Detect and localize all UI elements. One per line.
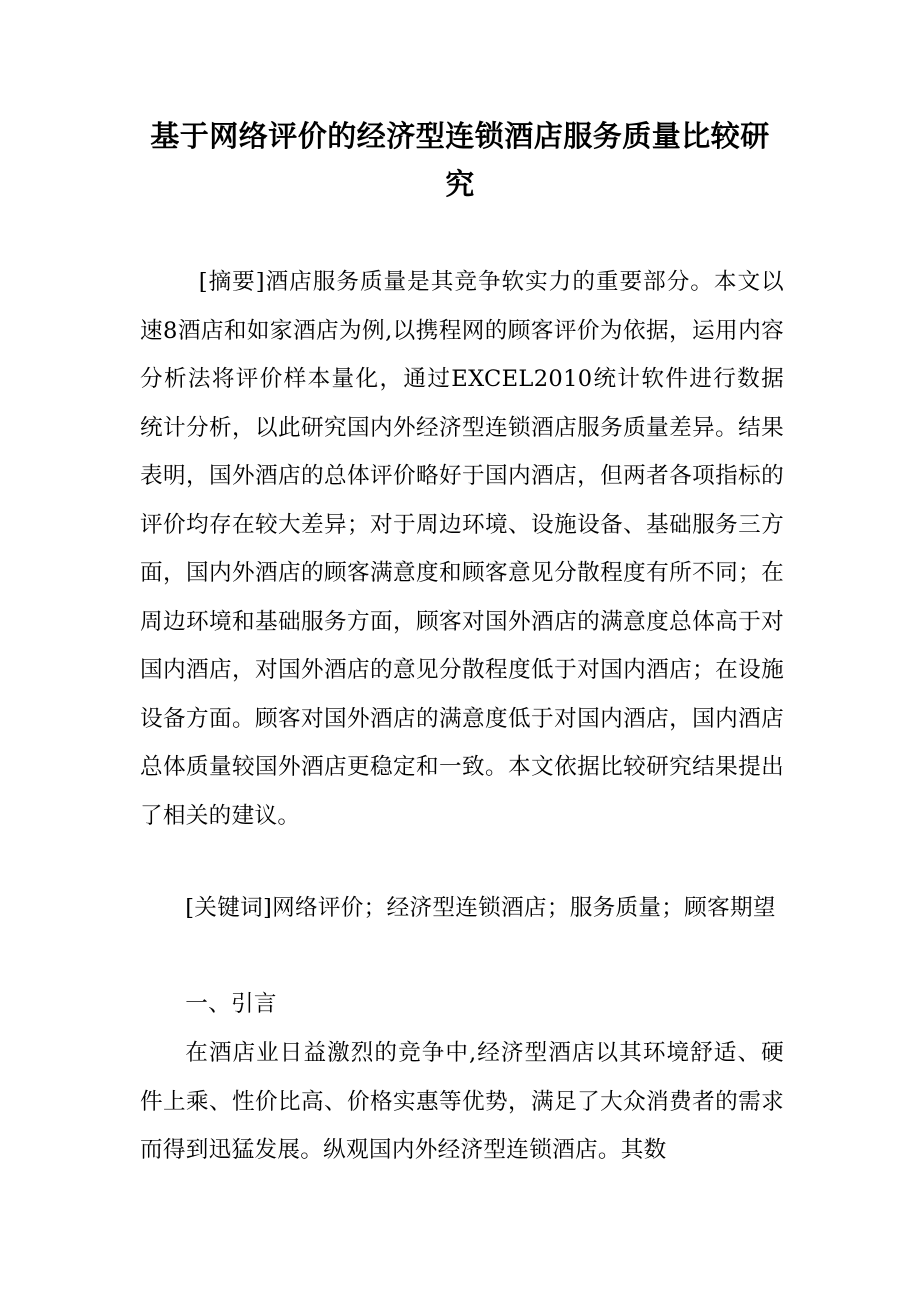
- document-title: 基于网络评价的经济型连锁酒店服务质量比较研究: [150, 119, 770, 201]
- intro-paragraph: 在酒店业日益激烈的竞争中,经济型酒店以其环境舒适、硬件上乘、性价比高、价格实惠等优势，满足了大众消费者的需求而得到迅猛发展。纵观国内外经济型连锁酒店。其数: [140, 1040, 784, 1163]
- section-heading: 一、引言: [185, 991, 277, 1017]
- abstract-paragraph: [摘要]酒店服务质量是其竞争软实力的重要部分。本文以速8酒店和如家酒店为例,以携程网的顾客评价为依据，运用内容分析法将评价样本量化，通过EXCEL2010统计软件进行数据统计分析，以此研究国内外经济型连锁酒店服务质量差异。结果表明，国外酒店的总体评价略好于国内酒店，但两者各项指标的评价均存在较大差异；对于周边环境、设施设备、基础服务三方面，国内外酒店的顾客满意度和顾客意见分散程度有所不同；在周边环境和基础服务方面，顾客对国外酒店的满意度总体高于对国内酒店，对国外酒店的意见分散程度低于对国内酒店；在设施设备方面。顾客对国外酒店的满意度低于对国内酒店，国内酒店总体质量较国外酒店更稳定和一致。本文依据比较研究结果提出了相关的建议。: [140, 269, 784, 829]
- keywords-paragraph: [关键词]网络评价；经济型连锁酒店；服务质量；顾客期望: [185, 895, 776, 921]
